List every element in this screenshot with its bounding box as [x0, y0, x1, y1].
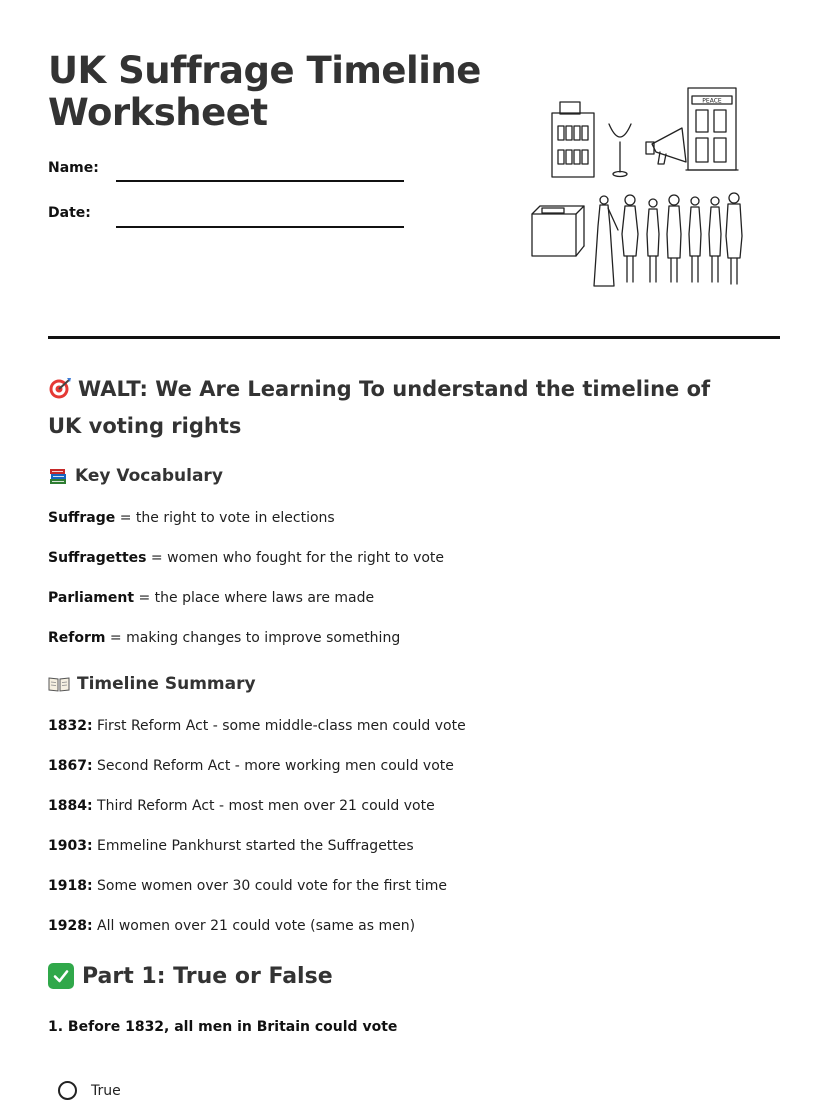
- door-sign: PEACE: [702, 97, 722, 105]
- title-line-1: UK Suffrage Timeline: [48, 49, 481, 92]
- door-icon: [686, 88, 738, 170]
- date-label: Date:: [48, 205, 91, 221]
- timeline-event: Second Reform Act - more working men could vote: [92, 758, 454, 774]
- megaphone-icon: [646, 128, 686, 164]
- vocab-definition: = the right to vote in elections: [115, 510, 335, 526]
- vocab-definition: = the place where laws are made: [134, 590, 375, 606]
- timeline-item: [48, 758, 454, 774]
- building-icon: [552, 102, 594, 177]
- question-1: 1. Before 1832, all men in Britain could vote: [48, 1019, 398, 1035]
- vocab-definition: = women who fought for the right to vote: [146, 550, 445, 566]
- walt-text: WALT: We Are Learning To understand the timeline of UK voting rights: [48, 377, 711, 438]
- vocab-item-suffragettes: [48, 550, 444, 566]
- timeline-year: 1928:: [48, 918, 93, 934]
- vocab-definition: = making changes to improve something: [105, 630, 401, 646]
- vocabulary-heading: [48, 466, 223, 486]
- name-field[interactable]: [116, 180, 404, 182]
- option-true[interactable]: [58, 1081, 121, 1100]
- part1-heading: [48, 963, 333, 989]
- timeline-item: [48, 878, 447, 894]
- walt-heading: [48, 371, 738, 445]
- timeline-heading-text: Timeline Summary: [77, 674, 256, 694]
- open-book-icon: [48, 675, 70, 693]
- part1-heading-text: Part 1: True or False: [82, 963, 333, 989]
- check-mark-icon: [48, 963, 74, 989]
- timeline-event: All women over 21 could vote (same as men): [92, 918, 416, 934]
- option-true-label: True: [91, 1082, 121, 1099]
- radio-button[interactable]: [58, 1081, 77, 1100]
- vocab-item-suffrage: [48, 510, 335, 526]
- title-line-2: Worksheet: [48, 91, 268, 134]
- vocab-term: Suffragettes: [48, 550, 147, 566]
- crowd-icon: [594, 193, 742, 286]
- timeline-item: [48, 838, 414, 854]
- timeline-event: First Reform Act - some middle-class men could vote: [92, 718, 466, 734]
- timeline-year: 1832:: [48, 718, 93, 734]
- vocab-term: Suffrage: [48, 510, 116, 526]
- page-title: [48, 50, 488, 134]
- timeline-year: 1867:: [48, 758, 93, 774]
- timeline-year: 1884:: [48, 798, 93, 814]
- target-icon: [48, 377, 72, 399]
- timeline-event: Emmeline Pankhurst started the Suffragettes: [92, 838, 414, 854]
- timeline-year: 1918:: [48, 878, 93, 894]
- timeline-item: [48, 798, 435, 814]
- section-divider: [48, 336, 780, 339]
- vocabulary-heading-text: Key Vocabulary: [75, 466, 223, 486]
- ballot-box-icon: [532, 206, 584, 256]
- name-label: Name:: [48, 160, 99, 176]
- vocab-item-reform: [48, 630, 400, 646]
- vocab-item-parliament: [48, 590, 374, 606]
- timeline-year: 1903:: [48, 838, 93, 854]
- timeline-item: [48, 718, 466, 734]
- date-field[interactable]: [116, 226, 404, 228]
- vocab-term: Reform: [48, 630, 106, 646]
- vocab-term: Parliament: [48, 590, 135, 606]
- podium-icon: [609, 124, 631, 177]
- books-icon: [48, 466, 68, 486]
- timeline-heading: [48, 674, 256, 694]
- suffrage-illustration: [526, 84, 756, 294]
- timeline-event: Third Reform Act - most men over 21 could vote: [92, 798, 435, 814]
- timeline-item: [48, 918, 415, 934]
- timeline-event: Some women over 30 could vote for the first time: [92, 878, 448, 894]
